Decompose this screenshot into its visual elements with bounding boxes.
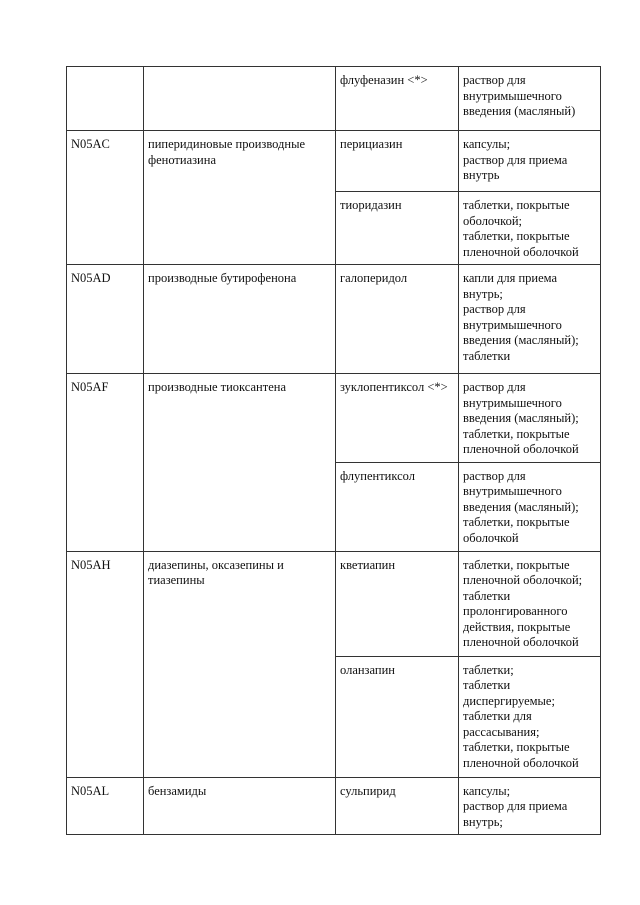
group-cell (144, 67, 336, 131)
drug-cell: перициазин (336, 131, 459, 192)
drug-cell: сульпирид (336, 777, 459, 835)
form-cell: капсулы; раствор для приема внутрь (459, 131, 601, 192)
form-cell: раствор для внутримышечного введения (масляный) (459, 67, 601, 131)
drug-cell: флупентиксол (336, 462, 459, 551)
form-cell: раствор для внутримышечного введения (масляный); таблетки, покрытые оболочкой (459, 462, 601, 551)
form-cell: капли для приема внутрь; раствор для внутримышечного введения (масляный); таблетки (459, 265, 601, 374)
table-row (67, 551, 601, 656)
group-cell: бензамиды (144, 777, 336, 835)
drug-cell: зуклопентиксол <*> (336, 374, 459, 463)
drug-cell: кветиапин (336, 551, 459, 656)
form-cell: таблетки, покрытые оболочкой; таблетки, покрытые пленочной оболочкой (459, 192, 601, 265)
drug-table (66, 66, 601, 835)
atc-code-cell: N05AC (67, 131, 144, 265)
group-cell: производные тиоксантена (144, 374, 336, 552)
form-cell: капсулы; раствор для приема внутрь; (459, 777, 601, 835)
group-cell: диазепины, оксазепины и тиазепины (144, 551, 336, 777)
group-cell: производные бутирофенона (144, 265, 336, 374)
drug-cell: тиоридазин (336, 192, 459, 265)
drug-cell: галоперидол (336, 265, 459, 374)
atc-code-cell: N05AL (67, 777, 144, 835)
table-row (67, 777, 601, 835)
atc-code-cell: N05AH (67, 551, 144, 777)
table-row (67, 265, 601, 374)
table-row (67, 131, 601, 192)
drug-cell: флуфеназин <*> (336, 67, 459, 131)
form-cell: таблетки, покрытые пленочной оболочкой; таблетки пролонгированного действия, покрытые пленочной оболочкой (459, 551, 601, 656)
drug-cell: оланзапин (336, 656, 459, 777)
atc-code-cell: N05AD (67, 265, 144, 374)
table-row (67, 374, 601, 463)
group-cell: пиперидиновые производные фенотиазина (144, 131, 336, 265)
form-cell: раствор для внутримышечного введения (масляный); таблетки, покрытые пленочной оболочкой (459, 374, 601, 463)
atc-code-cell: N05AF (67, 374, 144, 552)
atc-code-cell (67, 67, 144, 131)
form-cell: таблетки; таблетки диспергируемые; таблетки для рассасывания; таблетки, покрытые пленочной оболочкой (459, 656, 601, 777)
table-row (67, 67, 601, 131)
